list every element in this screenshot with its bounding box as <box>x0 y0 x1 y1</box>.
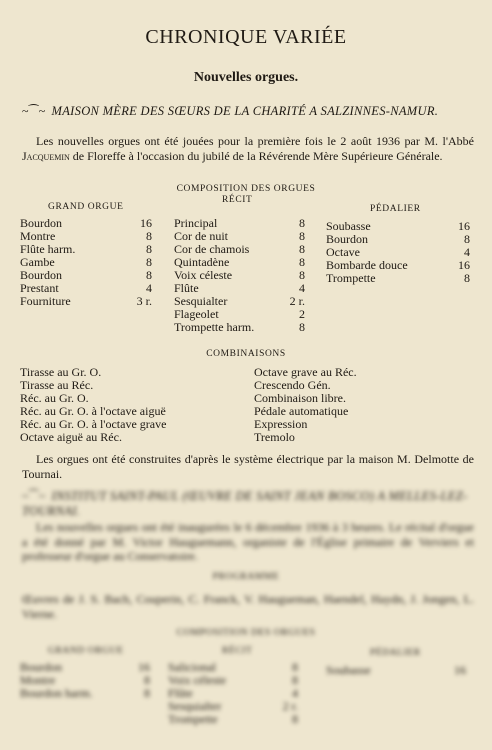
stop-value: 8 <box>299 216 305 230</box>
stop-row <box>20 295 152 308</box>
stop-name: Trompette <box>168 712 218 726</box>
stop-value: 8 <box>292 673 298 687</box>
stop-value: 8 <box>144 673 150 687</box>
combinaison-item: Pédale automatique <box>254 404 349 418</box>
entry2-programme: Œuvres de J. S. Bach, Couperin, C. Franck, V. Haugueman, Haendel, Haydn, J. Jongen, L. Vierne. <box>22 592 474 621</box>
stop-value: 4 <box>292 686 298 700</box>
stop-name: Trompette harm. <box>174 320 255 334</box>
stop-name: Sesquialter <box>168 699 222 713</box>
stop-name: Principal <box>174 216 218 230</box>
combinaison-item: Réc. au Gr. O. à l'octave aiguë <box>20 404 166 418</box>
entry1-intro-part1: Les nouvelles orgues ont été jouées pour la première fois le 2 août 1936 par M. l'Abbé <box>36 134 474 148</box>
stop-value: 2 r. <box>289 294 305 308</box>
combinaison-item: Tirasse au Gr. O. <box>20 365 102 379</box>
combinaison-item: Réc. au Gr. O. <box>20 391 89 405</box>
entry2-programme-title: PROGRAMME <box>212 572 280 582</box>
stop-name: Bourdon <box>20 268 62 282</box>
entry2-heading-text: INSTITUT SAINT-PAUL (ŒUVRE DE SAINT JEAN BOSCO) A MELLES-LEZ-TOURNAI. <box>22 489 468 518</box>
entry2-grand-orgue-label: GRAND ORGUE <box>48 646 124 656</box>
entry1-intro <box>22 134 474 163</box>
entry1-intro-name: Jacquemin <box>22 148 70 163</box>
stop-name: Fourniture <box>20 294 71 308</box>
grand-orgue-label: GRAND ORGUE <box>48 202 124 212</box>
stop-name: Montre <box>20 229 56 243</box>
section-title: Nouvelles orgues. <box>193 70 299 85</box>
stop-value: 8 <box>299 255 305 269</box>
stop-value: 16 <box>458 219 470 233</box>
stop-value: 2 <box>299 307 305 321</box>
combinaison-item: Expression <box>254 417 308 431</box>
combinaison-item: Combinaison libre. <box>254 391 346 405</box>
stop-name: Sesquialter <box>174 294 228 308</box>
combinaison-item: Octave aiguë au Réc. <box>20 430 122 444</box>
stop-value: 4 <box>464 245 470 259</box>
stop-row <box>326 272 470 285</box>
stop-name: Flageolet <box>174 307 219 321</box>
stop-name: Prestant <box>20 281 59 295</box>
stop-value: 8 <box>146 242 152 256</box>
entry1-composition-title: COMPOSITION DES ORGUES <box>176 184 316 194</box>
entry2-heading <box>22 489 474 519</box>
entry1-intro-part2: de Floreffe à l'occasion du jubilé de la Révérende Mère Supérieure Générale. <box>69 148 443 163</box>
stop-row <box>168 713 298 726</box>
combinaison-item: Tirasse au Réc. <box>20 378 94 392</box>
stop-value: 8 <box>292 712 298 726</box>
page-title: CHRONIQUE VARIÉE <box>145 26 347 48</box>
stop-name: Bombarde douce <box>326 258 408 272</box>
stop-name: Soubasse <box>326 219 371 233</box>
combinaison-item: Réc. au Gr. O. à l'octave grave <box>20 417 167 431</box>
combinaison-item: Octave grave au Réc. <box>254 365 357 379</box>
ornament-icon: ~⁀~ <box>22 104 46 118</box>
stop-value: 8 <box>146 268 152 282</box>
stop-value: 8 <box>299 242 305 256</box>
stop-value: 8 <box>299 320 305 334</box>
stop-name: Quintadène <box>174 255 230 269</box>
stop-value: 8 <box>144 686 150 700</box>
stop-value: 16 <box>138 660 150 674</box>
combinaison-item: Tremolo <box>254 430 295 444</box>
stop-name: Flûte <box>174 281 199 295</box>
stop-value: 8 <box>299 229 305 243</box>
combinaison-item: Crescendo Gén. <box>254 378 331 392</box>
pedalier-label: PÉDALIER <box>370 204 421 214</box>
stop-name: Salicional <box>168 660 216 674</box>
ornament-icon: ~⁀~ <box>22 489 46 503</box>
stop-name: Gambe <box>20 255 55 269</box>
stop-row <box>326 664 466 677</box>
stop-value: 8 <box>146 255 152 269</box>
entry2-recit-label: RÉCIT <box>222 646 253 656</box>
stop-name: Bourdon harm. <box>20 686 93 700</box>
stop-value: 4 <box>146 281 152 295</box>
stop-value: 8 <box>464 232 470 246</box>
stop-name: Cor de nuit <box>174 229 228 243</box>
stop-row <box>20 687 150 700</box>
entry2-intro: Les nouvelles orgues ont été inaugurées le 6 décembre 1936 à 3 heures. Le récital d'orgue a été donné par M. Victor Hauguemann, organiste de l'Église primaire de Verviers et professeur d'orgue au Conservatoire. <box>22 520 474 563</box>
stop-name: Octave <box>326 245 360 259</box>
stop-value: 3 r. <box>136 294 152 308</box>
stop-value: 16 <box>140 216 152 230</box>
stop-name: Flûte harm. <box>20 242 76 256</box>
stop-value: 16 <box>454 663 466 677</box>
stop-value: 8 <box>146 229 152 243</box>
stop-value: 4 <box>299 281 305 295</box>
stop-value: 2 r. <box>282 699 298 713</box>
stop-name: Cor de chamois <box>174 242 250 256</box>
stop-name: Bourdon <box>326 232 368 246</box>
entry2-pedalier-label: PÉDALIER <box>370 648 421 658</box>
stop-name: Trompette <box>326 271 376 285</box>
stop-name: Voix céleste <box>174 268 233 282</box>
stop-name: Bourdon <box>20 216 62 230</box>
stop-value: 16 <box>458 258 470 272</box>
stop-value: 8 <box>464 271 470 285</box>
entry1-heading-text: MAISON MÈRE DES SŒURS DE LA CHARITÉ A SALZINNES-NAMUR. <box>51 104 439 118</box>
entry1-closing: Les orgues ont été construites d'après le système électrique par la maison M. Delmotte de Tournai. <box>22 452 474 481</box>
stop-value: 8 <box>299 268 305 282</box>
stop-name: Bourdon <box>20 660 62 674</box>
stop-name: Soubasse <box>326 663 371 677</box>
stop-value: 8 <box>292 660 298 674</box>
stop-name: Flûte <box>168 686 193 700</box>
recit-label: RÉCIT <box>222 195 253 205</box>
entry1-heading <box>22 104 474 119</box>
stop-row <box>174 321 305 334</box>
stop-name: Montre <box>20 673 56 687</box>
stop-name: Voix céleste <box>168 673 227 687</box>
entry2-composition-title: COMPOSITION DES ORGUES <box>176 628 316 638</box>
combinaisons-title: COMBINAISONS <box>206 349 286 359</box>
